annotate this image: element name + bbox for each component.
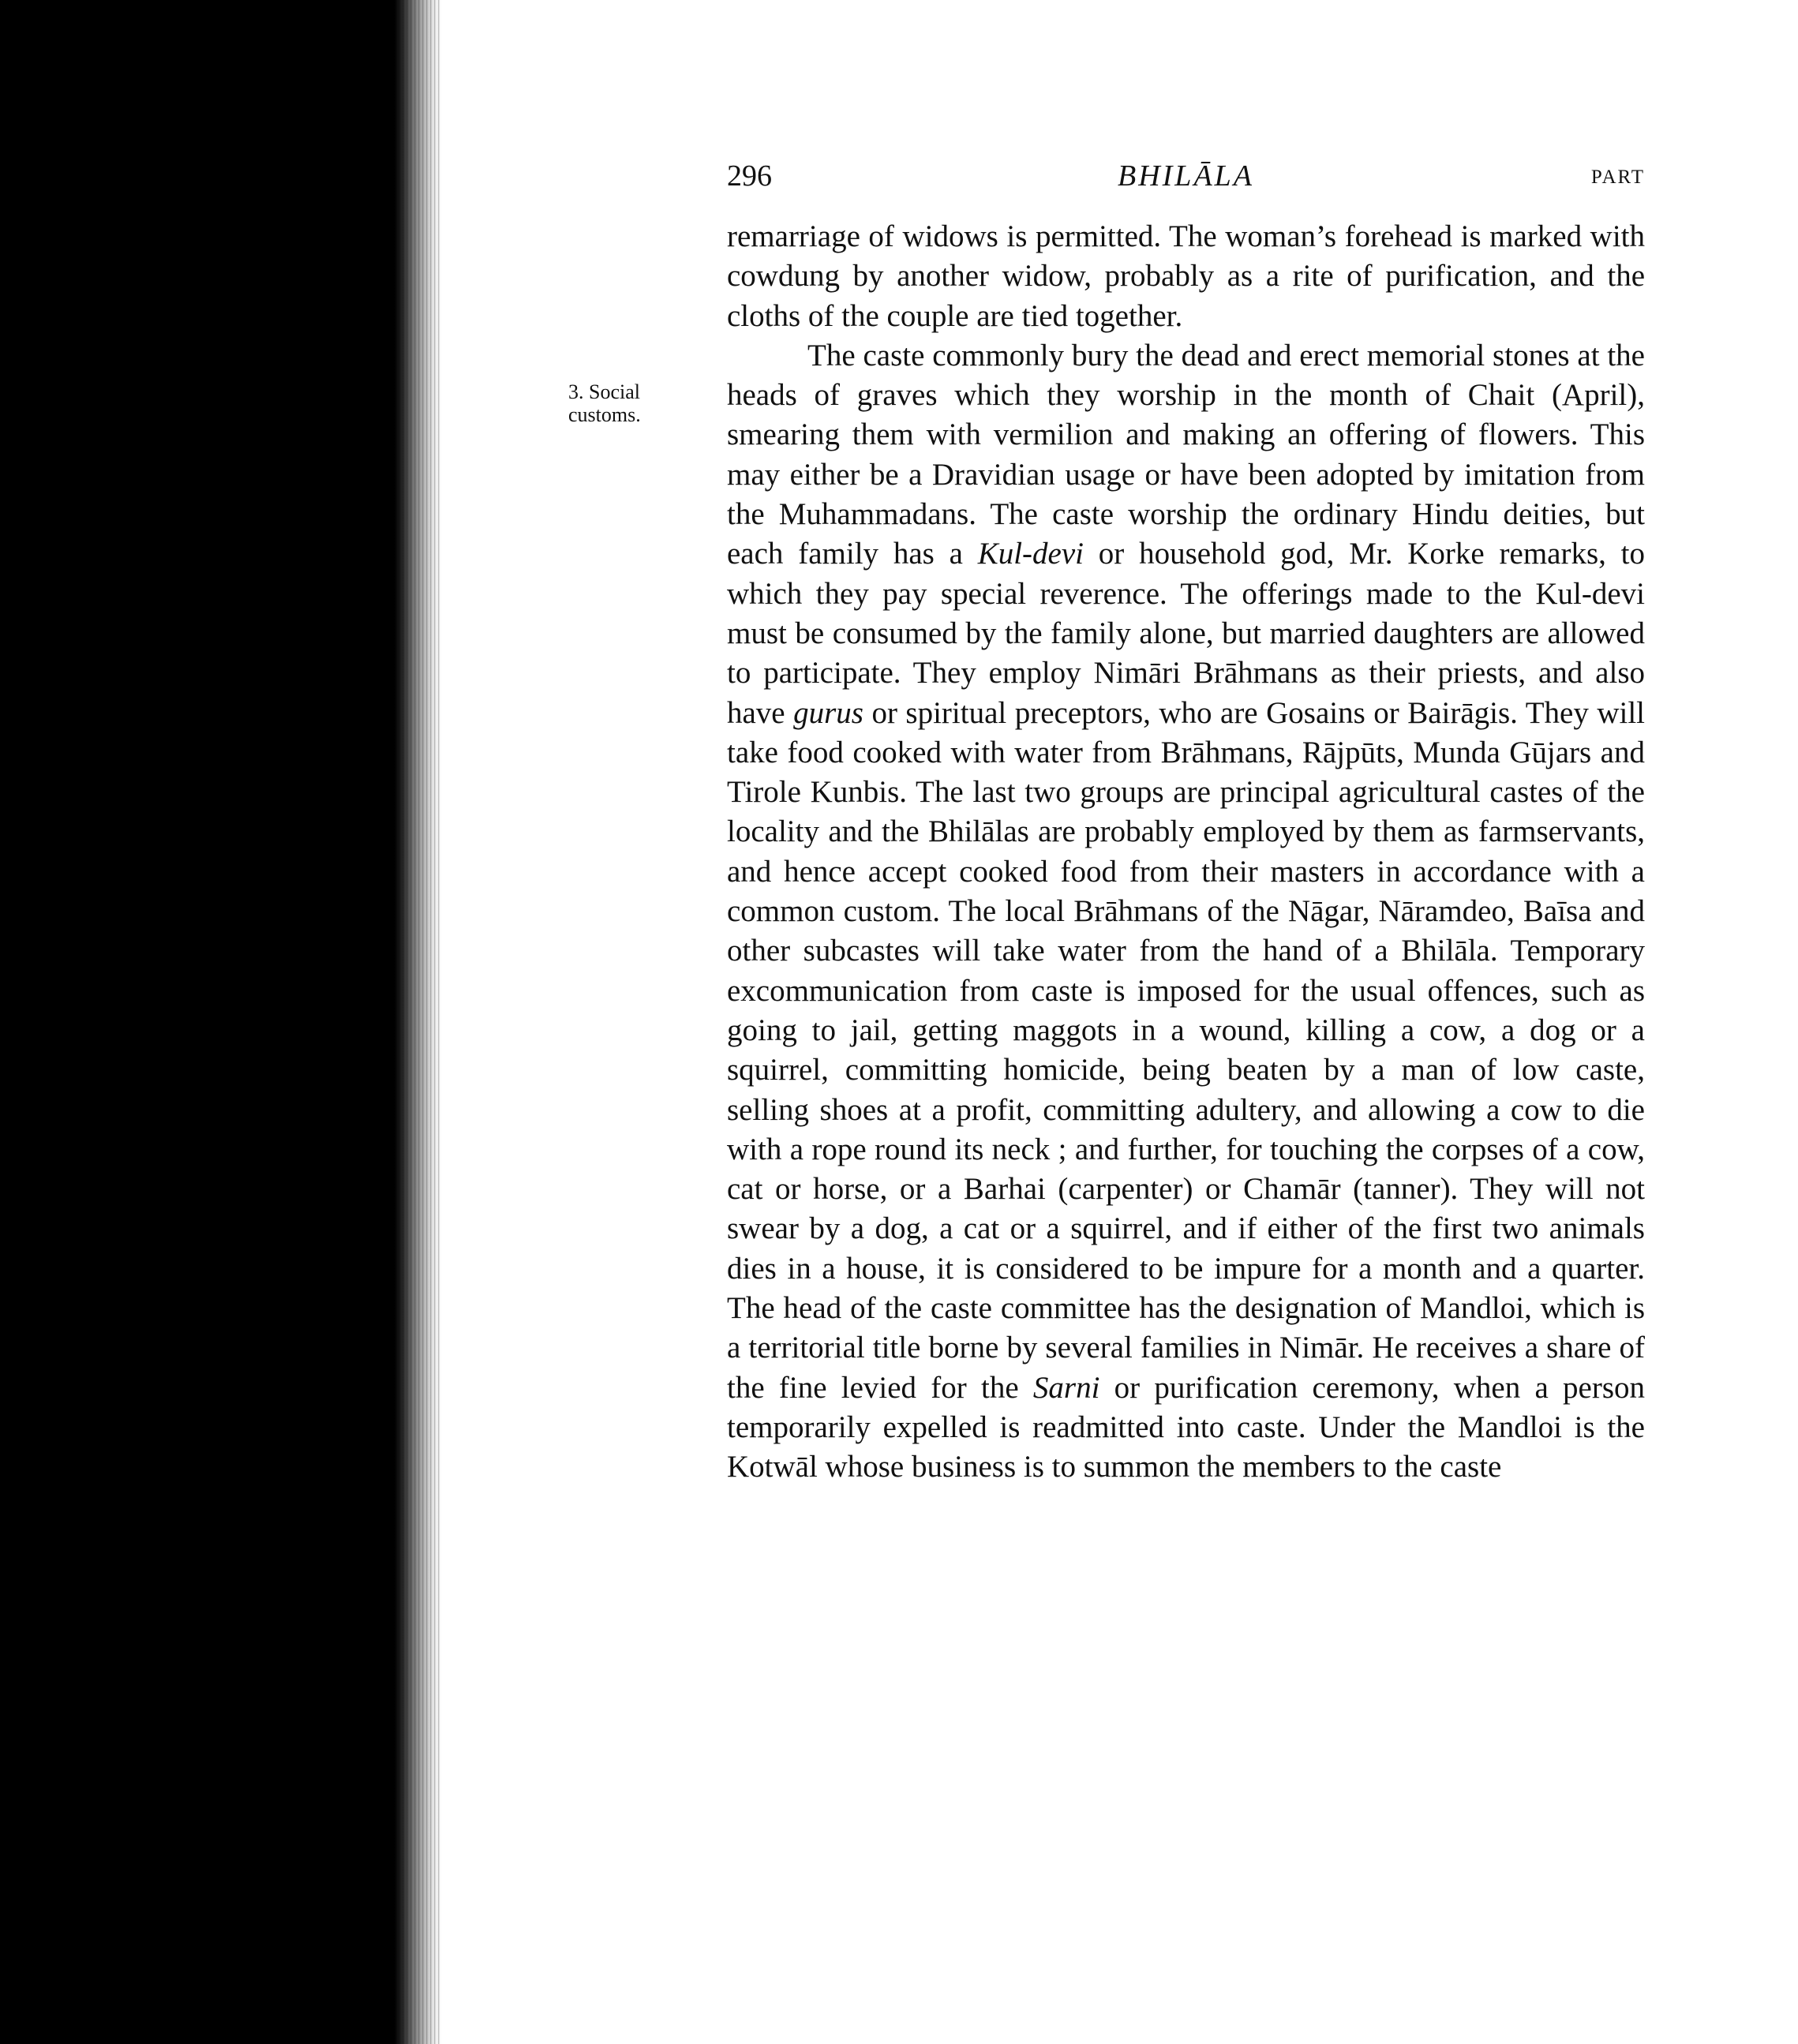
running-head bbox=[727, 156, 1645, 196]
page-number: 296 bbox=[727, 159, 772, 193]
italic-term-gurus: gurus bbox=[793, 695, 863, 730]
italic-term-kul-devi: Kul-devi bbox=[977, 537, 1084, 571]
margin-note bbox=[568, 380, 706, 426]
paragraph-continued: remarriage of widows is permitted. The woman’s forehead is marked with cowdung by another widow, probably as a rite of purification, and the cloths of the couple are tied together. bbox=[727, 219, 1645, 333]
book-binding-shadow bbox=[0, 0, 395, 2044]
running-title: BHILĀLA bbox=[1118, 159, 1254, 193]
paragraph-social-customs bbox=[727, 336, 1645, 1488]
book-binding-streaks bbox=[395, 0, 442, 2044]
body-text bbox=[727, 217, 1645, 1488]
text-run-4: or purification ceremony, when a person temporarily expelled is readmitted into caste. Under the Mandloi is the Kotwāl whose business is to summon the members to the caste bbox=[727, 1370, 1645, 1484]
text-run-2: or household god, Mr. Korke remarks, to which they pay special reverence. The offerings made to the Kul-devi must be consumed by the family alone, but married daughters are allowed to participate. They employ Nimāri Brāhmans as their priests, and also have bbox=[727, 537, 1646, 730]
margin-note-line-1: 3. Social bbox=[568, 380, 640, 403]
italic-term-sarni: Sarni bbox=[1032, 1370, 1100, 1405]
margin-note-line-2: customs. bbox=[568, 403, 641, 426]
part-label: PART bbox=[1590, 167, 1645, 188]
text-run-3: or spiritual preceptors, who are Gosains or Bairāgis. They will take food cooked with water from Brāhmans, Rājpūts, Munda Gūjars and Tirole Kunbis. The last two groups are principal agricultural castes of the locality and the Bhilālas are probably employed by them as farmservants, and hence accept cooked food from their masters in accordance with a common custom. The local Brāhmans of the Nāgar, Nāramdeo, Baīsa and other subcastes will take water from the hand of a Bhilāla. Temporary excommunication from caste is imposed for the usual offences, such as going to jail, getting maggots in a wound, killing a cow, a dog or a squirrel, committing homicide, being beaten by a man of low caste, selling shoes at a profit, committing adultery, and allowing a cow to die with a rope round its neck ; and further, for touching the corpses of a cow, cat or horse, or a Barhai (carpenter) or Chamār (tanner). They will not swear by a dog, a cat or a squirrel, and if either of the first two animals dies in a house, it is considered to be impure for a month and a quarter. The head of the caste committee has the designation of Mandloi, which is a territorial title borne by several families in Nimār. He receives a share of the fine levied for the bbox=[727, 695, 1645, 1405]
text-run-1: The caste commonly bury the dead and erect memorial stones at the heads of graves which they worship in the month of Chait (April), smearing them with vermilion and making an offering of flowers. This may either be a Dravidian usage or have been adopted by imitation from the Muhammadans. The caste worship the ordinary Hindu deities, but each family has a bbox=[727, 338, 1645, 571]
